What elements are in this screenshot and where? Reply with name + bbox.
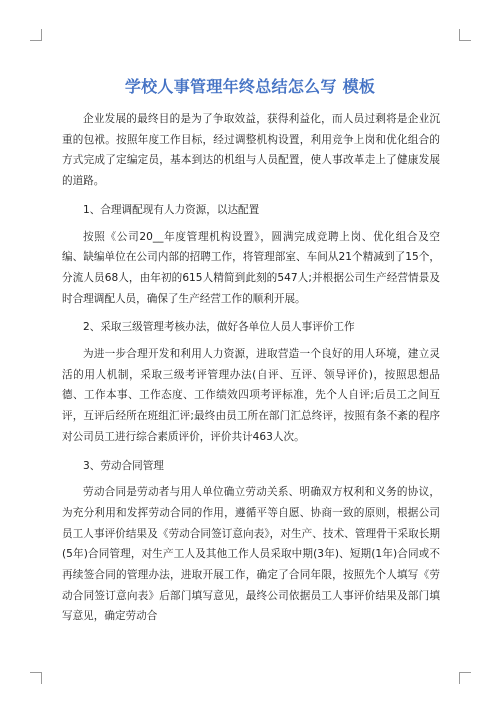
crop-mark-top-left	[30, 29, 42, 41]
section-1-paragraph: 按照《公司20__年度管理机构设置》，圆满完成竞聘上岗、优化组合及空编、缺编单位在公司内部的招聘工作，将管理部室、车间从21个精减到了15个，分流人员68人，由年初的615人精简到此刻的547人;并根据公司生产经营情景及时合理调配人员，确保了生产经营工作的顺利开展。	[62, 230, 440, 305]
document-body	[62, 109, 440, 627]
section-1-heading: 1、合理调配现有人力资源，以达配置	[83, 203, 260, 216]
section-2-paragraph: 为进一步合理开发和利用人力资源，进取营造一个良好的用人环境，建立灵活的用人机制，采取三级考评管理办法(自评、互评、领导评价)，按照思想品德、工作本事、工作态度、工作绩效四项考评标准，先个人自评;后员工之间互评，互评后经所在班组汇评;最终由员工所在部门汇总终评，按照有条不紊的程序对公司员工进行综合素质评价，评价共计463人次。	[62, 348, 440, 443]
section-3-heading: 3、劳动合同管理	[83, 459, 164, 472]
crop-mark-bottom-left	[30, 672, 42, 684]
document-title: 学校人事管理年终总结怎么写 模板	[124, 76, 376, 96]
section-2-heading: 2、采取三级管理考核办法，做好各单位人员人事评价工作	[83, 321, 355, 334]
crop-mark-top-right	[459, 29, 471, 41]
crop-mark-bottom-right	[459, 672, 471, 684]
section-3-paragraph: 劳动合同是劳动者与用人单位确立劳动关系、明确双方权利和义务的协议，为充分利用和发挥劳动合同的作用，遵循平等自愿、协商一致的原则，根据公司员工人事评价结果及《劳动合同签订意向表》，对生产、技术、管理骨干采取长期(5年)合同管理，对生产工人及其他工作人员采取中期(3年)、短期(1年)合同或不再续签合同的管理办法，进取开展工作，确定了合同年限，按照先个人填写《劳动合同签订意向表》后部门填写意见，最终公司依据员工人事评价结果及部门填写意见，确定劳动合	[62, 486, 440, 623]
intro-paragraph: 企业发展的最终目的是为了争取效益，获得利益化，而人员过剩将是企业沉重的包袱。按照年度工作目标，经过调整机构设置，利用竞争上岗和优化组合的方式完成了定编定员，基本到达的机组与人员配置，使人事改革走上了健康发展的道路。	[62, 113, 440, 188]
